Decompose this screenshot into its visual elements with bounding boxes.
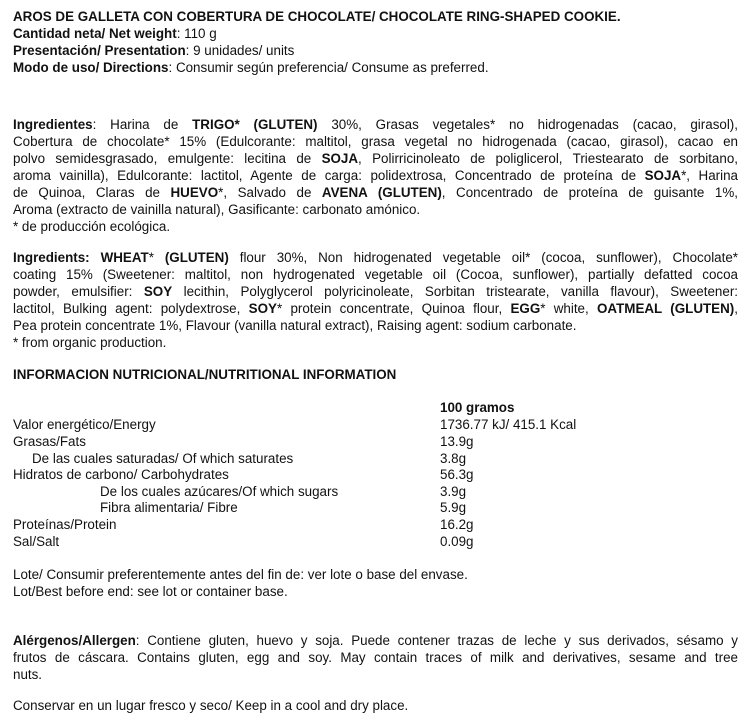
nutrition-row-value: 0.09g bbox=[440, 534, 474, 549]
ingredients-line-4: lactitol, Bulking agent: polydextrose, SOY* protein concentrate, Quinoa flour, EGG* white, OATMEAL (GLUTEN), bbox=[13, 301, 738, 316]
ingredientes-footnote: * de producción ecológica. bbox=[13, 219, 171, 234]
ingredients-line-3: powder, emulsifier: SOY lecithin, Polyglycerol polyricinoleate, Sorbitan tristearate, vanilla flavour), Sweetener: bbox=[13, 284, 738, 299]
nutrition-heading: INFORMACION NUTRICIONAL/NUTRITIONAL INFORMATION bbox=[13, 367, 397, 382]
nutrition-row-label: Sal/Salt bbox=[13, 534, 60, 549]
ingredients-line-2: coating 15% (Sweetener: maltitol, non hydrogenated vegetable oil (Cocoa, sunflower), partially defatted cocoa bbox=[13, 267, 738, 282]
lot-line-es: Lote/ Consumir preferentemente antes del fin de: ver lote o base del envase. bbox=[13, 567, 468, 582]
nutrition-row-value: 13.9g bbox=[440, 434, 474, 449]
nutrition-row-label: Fibra alimentaria/ Fibre bbox=[100, 500, 238, 515]
nutrition-row-value: 1736.77 kJ/ 415.1 Kcal bbox=[440, 417, 577, 432]
nutrition-row-value: 56.3g bbox=[440, 467, 474, 482]
net-weight: Cantidad neta/ Net weight: 110 g bbox=[13, 26, 217, 41]
allergens-line-3: nuts. bbox=[13, 667, 43, 682]
nutrition-row-label: Grasas/Fats bbox=[13, 434, 86, 449]
nutrition-row-value: 16.2g bbox=[440, 517, 474, 532]
nutrition-row-label: De los cuales azúcares/Of which sugars bbox=[100, 484, 339, 499]
ingredientes-line-5: de Quinoa, Claras de HUEVO*, Salvado de AVENA (GLUTEN), Concentrado de proteína de guisante 1%, bbox=[13, 185, 738, 200]
allergens-line-1: Alérgenos/Allergen: Contiene gluten, huevo y soja. Puede contener trazas de leche y sus derivados, sésamo y bbox=[13, 633, 738, 648]
ingredientes-line-3: polvo semidesgrasado, emulgente: lecitina de SOJA, Polirricinoleato de poliglicerol, Triestearato de sorbitano, bbox=[13, 151, 738, 166]
nutrition-row-value: 5.9g bbox=[440, 500, 467, 515]
ingredientes-line-1: Ingredientes: Harina de TRIGO* (GLUTEN) 30%, Grasas vegetales* no hidrogenadas (cacao, girasol), bbox=[13, 117, 738, 132]
nutrition-row-value: 3.9g bbox=[440, 484, 467, 499]
ingredients-line-5: Pea protein concentrate 1%, Flavour (vanilla natural extract), Raising agent: sodium carbonate. bbox=[13, 318, 577, 333]
storage-instructions: Conservar en un lugar fresco y seco/ Keep in a cool and dry place. bbox=[13, 698, 409, 713]
nutrition-column-header: 100 gramos bbox=[440, 400, 515, 415]
ingredients-line-1: Ingredients: WHEAT* (GLUTEN) flour 30%, Non hidrogenated vegetable oil* (cocoa, sunflower), Chocolate* bbox=[13, 250, 739, 265]
nutrition-row-value: 3.8g bbox=[440, 451, 467, 466]
nutrition-row-label: De las cuales saturadas/ Of which saturates bbox=[32, 451, 294, 466]
ingredientes-line-2: Cobertura de chocolate* 15% (Edulcorante: maltitol, grasa vegetal no hidrogenada (cacao, girasol), cacao en bbox=[13, 134, 738, 149]
ingredientes-line-6: Aroma (extracto de vainilla natural), Gasificante: carbonato amónico. bbox=[13, 202, 421, 217]
allergens-line-2: frutos de cáscara. Contains gluten, egg and soy. May contain traces of milk and derivatives, sesame and tree bbox=[13, 650, 738, 665]
ingredientes-line-4: aroma vainilla), Edulcorante: lactitol, Agente de carga: polidextrosa, Concentrado de proteína de SOJA*, Harina bbox=[13, 168, 738, 183]
nutrition-row-label: Proteínas/Protein bbox=[13, 517, 117, 532]
directions: Modo de uso/ Directions: Consumir según preferencia/ Consume as preferred. bbox=[13, 60, 489, 75]
product-title: AROS DE GALLETA CON COBERTURA DE CHOCOLATE/ CHOCOLATE RING-SHAPED COOKIE. bbox=[13, 9, 621, 24]
presentation: Presentación/ Presentation: 9 unidades/ units bbox=[13, 43, 295, 58]
nutrition-row-label: Valor energético/Energy bbox=[13, 417, 156, 432]
lot-line-en: Lot/Best before end: see lot or container base. bbox=[13, 584, 288, 599]
nutrition-row-label: Hidratos de carbono/ Carbohydrates bbox=[13, 467, 229, 482]
ingredients-footnote: * from organic production. bbox=[13, 335, 167, 350]
